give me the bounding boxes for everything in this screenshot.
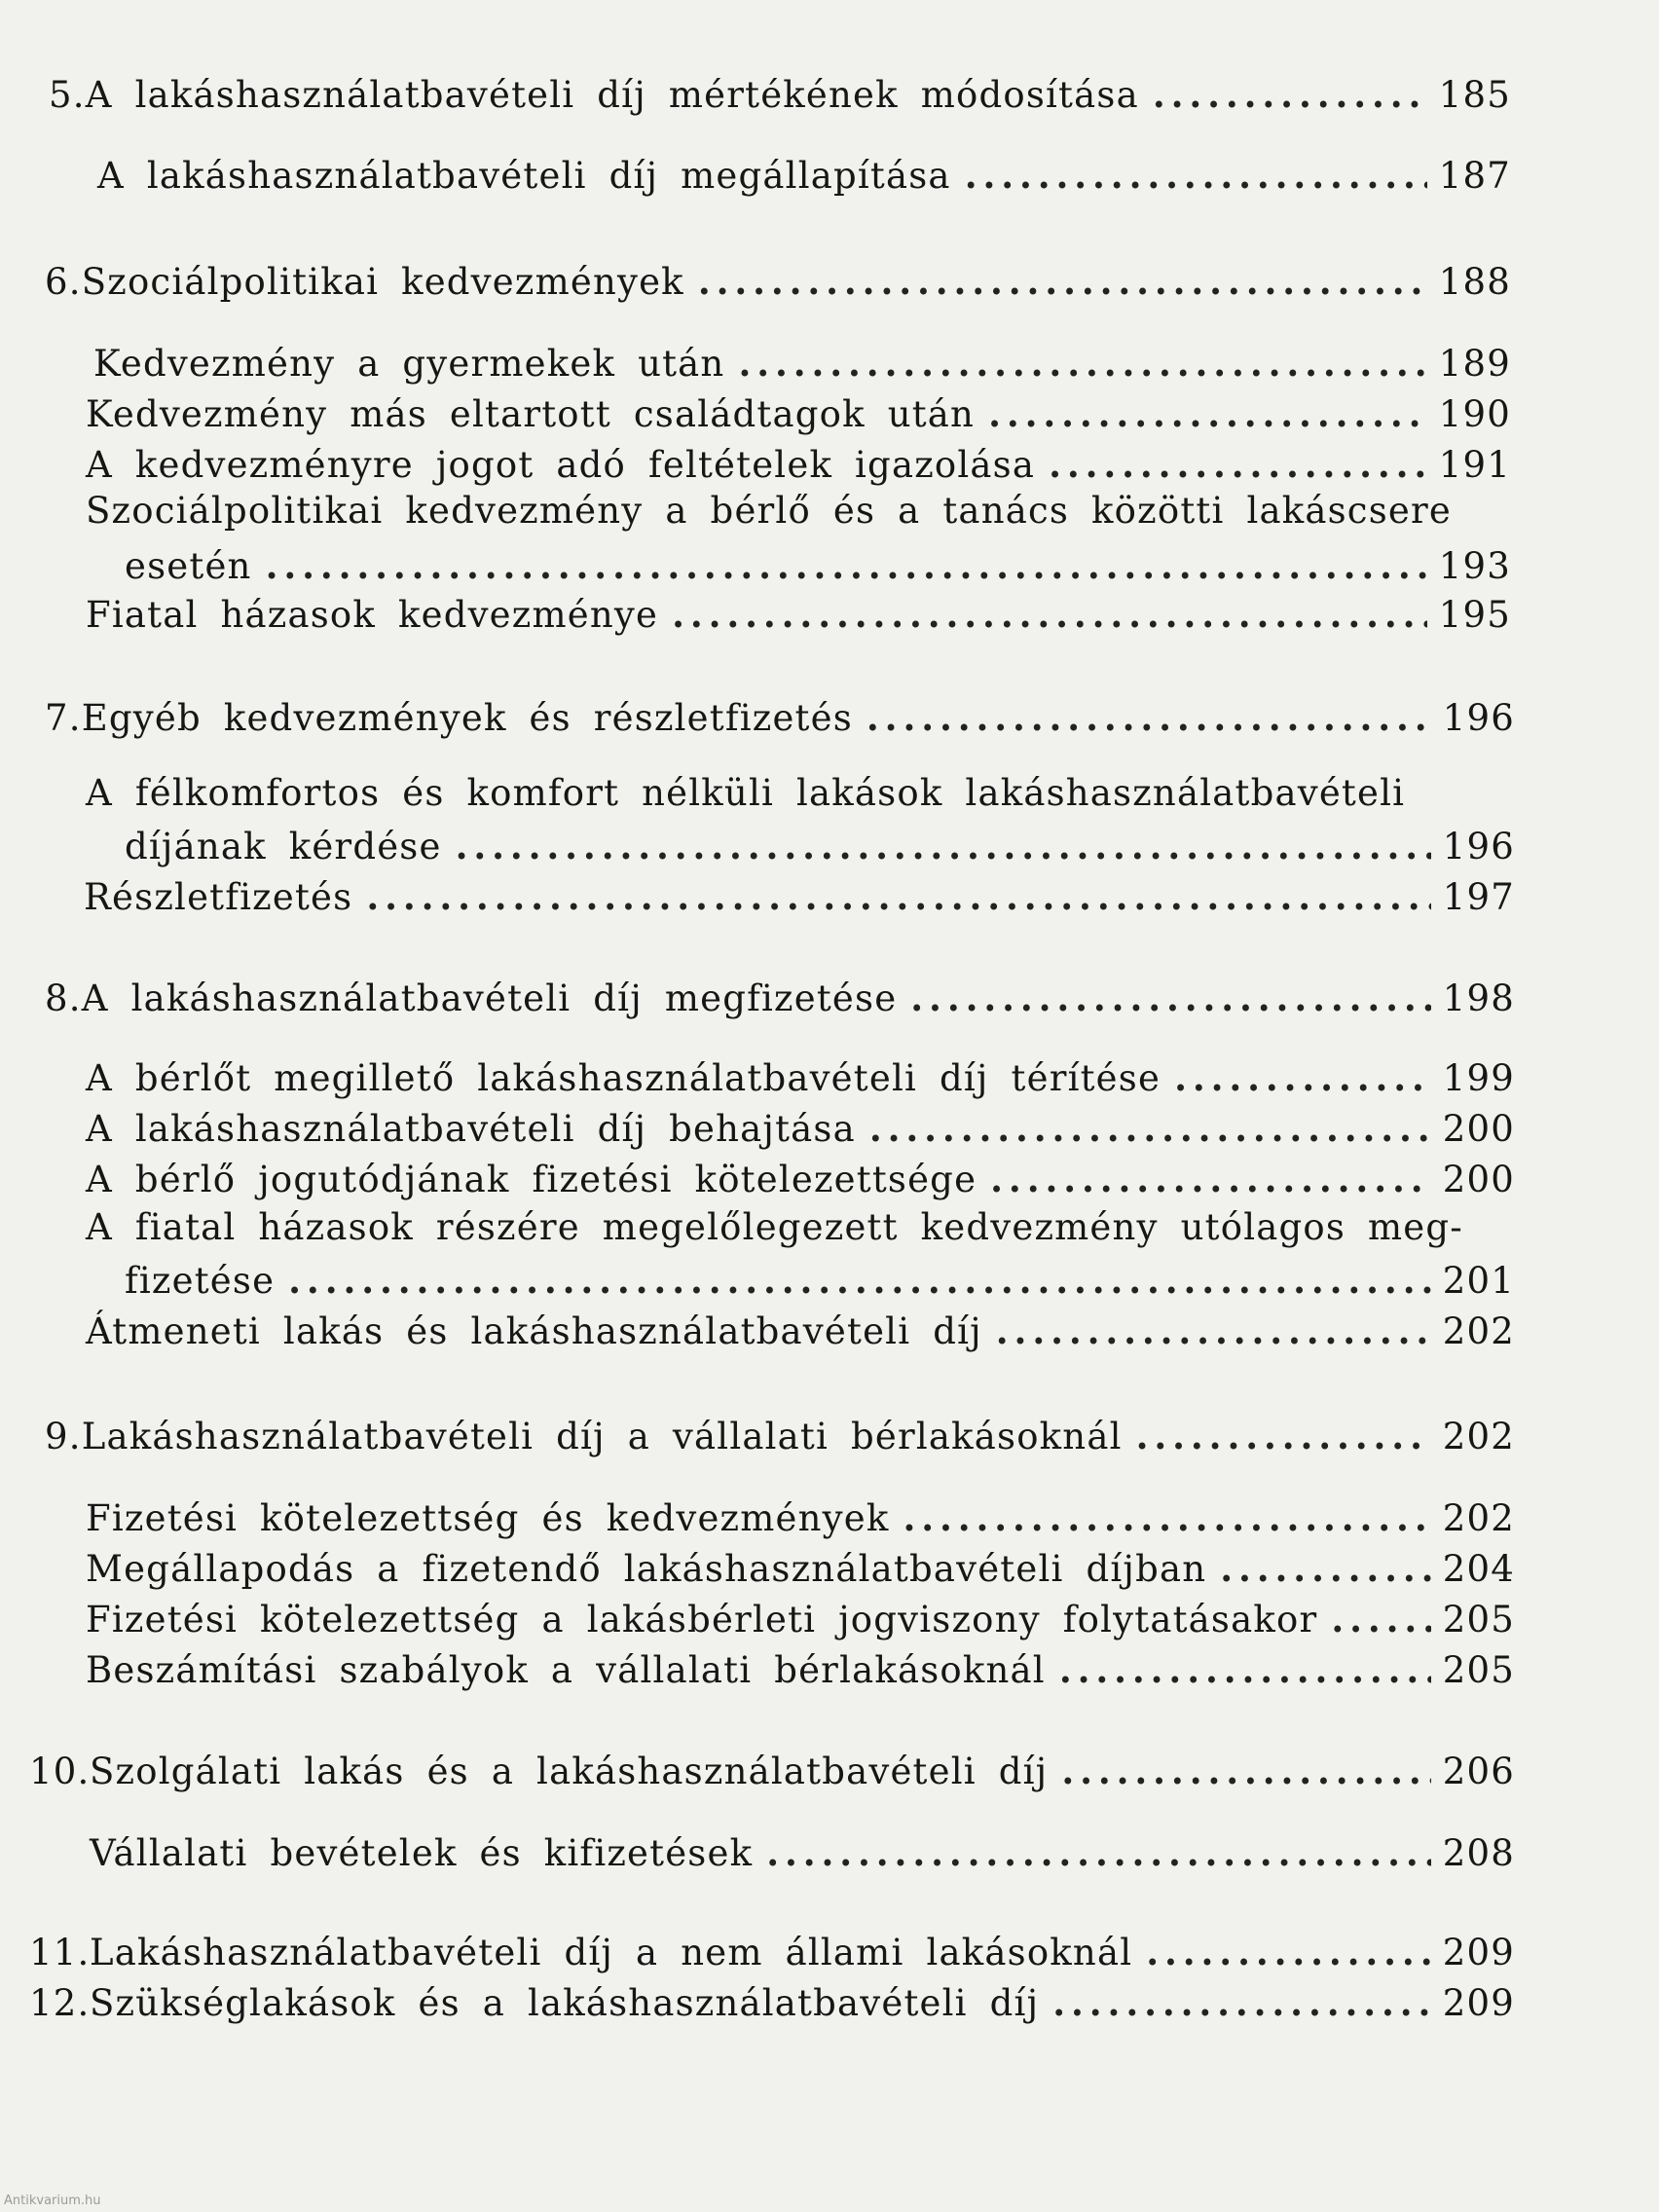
section-number: 10. [29,1751,91,1792]
toc-entry-9a [86,1493,1515,1543]
page-number: 190 [1438,393,1511,435]
dot-leader [738,339,1426,388]
dot-leader [903,1493,1430,1543]
subsection-title: Átmeneti lakás és lakáshasználatbavételi díj [86,1310,982,1352]
subsection-title: Fizetési kötelezettség a lakásbérleti jogviszony folytatásakor [86,1599,1318,1641]
section-title: A lakáshasználatbavételi díj mértékének módosítása [85,74,1139,116]
page-number: 187 [1438,155,1511,197]
section-title: Egyéb kedvezmények és részletfizetés [81,697,853,739]
page-number: 202 [1442,1310,1515,1352]
dot-leader [1052,1978,1431,2028]
toc-entry-12 [29,1978,1515,2028]
section-number: 7. [45,697,82,739]
toc-entry-6c [86,440,1511,490]
subsection-title: Részletfizetés [84,876,353,918]
dot-leader [366,872,1430,922]
subsection-title: Vállalati bevételek és kifizetések [90,1832,754,1874]
toc-entry-6d [125,541,1511,591]
subsection-title-line1: Szociálpolitikai kedvezmény a bérlő és a tanács közötti lakáscsere [86,490,1452,532]
toc-entry-5a [97,151,1511,201]
dot-leader [1049,440,1427,490]
subsection-title: fizetése [125,1260,276,1302]
subsection-title: A lakáshasználatbavételi díj megállapítása [97,155,951,197]
dot-leader [1174,1053,1431,1103]
section-number: 12. [29,1982,91,2024]
page-number: 200 [1442,1108,1515,1150]
subsection-title: Fizetési kötelezettség és kedvezmények [86,1497,890,1539]
section-number: 8. [45,977,82,1019]
dot-leader [1331,1595,1430,1644]
page-number: 197 [1442,876,1515,918]
dot-leader [456,822,1431,871]
section-title: A lakáshasználatbavételi díj megfizetése [81,977,898,1019]
page-number: 208 [1442,1832,1515,1874]
toc-entry-6b [86,389,1511,439]
page-number: 205 [1442,1599,1515,1641]
dot-leader [990,1155,1431,1204]
toc-entry-5 [49,70,1511,120]
dot-leader [672,590,1427,640]
toc-entry-9d [86,1645,1515,1695]
page-number: 196 [1442,826,1515,867]
dot-leader [988,389,1427,439]
toc-entry-8c [86,1155,1515,1204]
subsection-title-line1: A fiatal házasok részére megelőlegezett kedvezmény utólagos meg- [86,1206,1463,1248]
subsection-title: A lakáshasználatbavételi díj behajtása [86,1108,856,1150]
toc-entry-8b [86,1104,1515,1154]
dot-leader [869,1104,1431,1154]
section-number: 5. [49,74,86,116]
dot-leader [910,974,1430,1023]
dot-leader [1136,1412,1431,1461]
page-number: 206 [1442,1751,1515,1792]
page-number: 196 [1442,697,1515,739]
dot-leader [698,257,1427,307]
dot-leader [1153,70,1427,120]
subsection-title: Kedvezmény más eltartott családtagok után [86,393,976,435]
section-title: Szolgálati lakás és a lakáshasználatbavételi díj [90,1751,1049,1792]
toc-entry-9c [86,1595,1515,1644]
toc-entry-6a [93,339,1511,388]
toc-entry-7a [125,822,1515,871]
subsection-title: A kedvezményre jogot adó feltételek igazolása [86,444,1036,486]
dot-leader [266,541,1427,591]
section-number: 9. [45,1416,82,1457]
page-number: 202 [1442,1497,1515,1539]
dot-leader [1146,1928,1431,1977]
subsection-title: Beszámítási szabályok a vállalati bérlakásoknál [86,1649,1046,1691]
subsection-title: A bérlő jogutódjának fizetési kötelezettsége [86,1159,977,1200]
dot-leader [288,1256,1431,1306]
toc-entry-10 [29,1747,1515,1796]
page-number: 185 [1438,74,1511,116]
page-number: 201 [1442,1260,1515,1302]
subsection-title: esetén [125,545,252,587]
toc-entry-6e [86,590,1511,640]
section-number: 6. [45,261,82,303]
section-title: Lakáshasználatbavételi díj a nem állami lakásoknál [90,1932,1133,1973]
page-number: 202 [1442,1416,1515,1457]
subsection-title: Megállapodás a fizetendő lakáshasználatbavételi díjban [86,1548,1207,1590]
subsection-title: A bérlőt megillető lakáshasználatbavételi díj térítése [86,1057,1161,1099]
toc-entry-8a [86,1053,1515,1103]
page-number: 188 [1438,261,1511,303]
page-number: 209 [1442,1932,1515,1973]
toc-entry-7 [45,693,1515,743]
toc-entry-7b [84,872,1515,922]
dot-leader [866,693,1431,743]
subsection-title: Fiatal házasok kedvezménye [86,594,659,636]
dot-leader [1061,1747,1430,1796]
dot-leader [1059,1645,1431,1695]
page-number: 198 [1442,977,1515,1019]
subsection-title: díjának kérdése [125,826,442,867]
toc-entry-11 [29,1928,1515,1977]
page-number: 195 [1438,594,1511,636]
dot-leader [1220,1544,1431,1594]
page-number: 189 [1438,343,1511,385]
page-number: 191 [1438,444,1511,486]
toc-entry-9b [86,1544,1515,1594]
toc-entry-8 [45,974,1515,1023]
page-number: 204 [1442,1548,1515,1590]
page-number: 205 [1442,1649,1515,1691]
dot-leader [996,1307,1431,1356]
subsection-title-line1: A félkomfortos és komfort nélküli lakások lakáshasználatbavételi [86,772,1406,814]
toc-entry-8d [125,1256,1515,1306]
dot-leader [965,151,1427,201]
page-number: 199 [1442,1057,1515,1099]
section-title: Szükséglakások és a lakáshasználatbavételi díj [90,1982,1040,2024]
section-title: Lakáshasználatbavételi díj a vállalati bérlakásoknál [81,1416,1123,1457]
section-number: 11. [29,1932,91,1973]
toc-entry-6 [45,257,1511,307]
page-number: 193 [1438,545,1511,587]
subsection-title: Kedvezmény a gyermekek után [93,343,725,385]
section-title: Szociálpolitikai kedvezmények [81,261,684,303]
page-number: 200 [1442,1159,1515,1200]
toc-entry-10a [90,1828,1515,1878]
toc-entry-9 [45,1412,1515,1461]
toc-entry-8e [86,1307,1515,1356]
watermark: Antikvarium.hu [4,2194,101,2208]
page-number: 209 [1442,1982,1515,2024]
dot-leader [766,1828,1431,1878]
